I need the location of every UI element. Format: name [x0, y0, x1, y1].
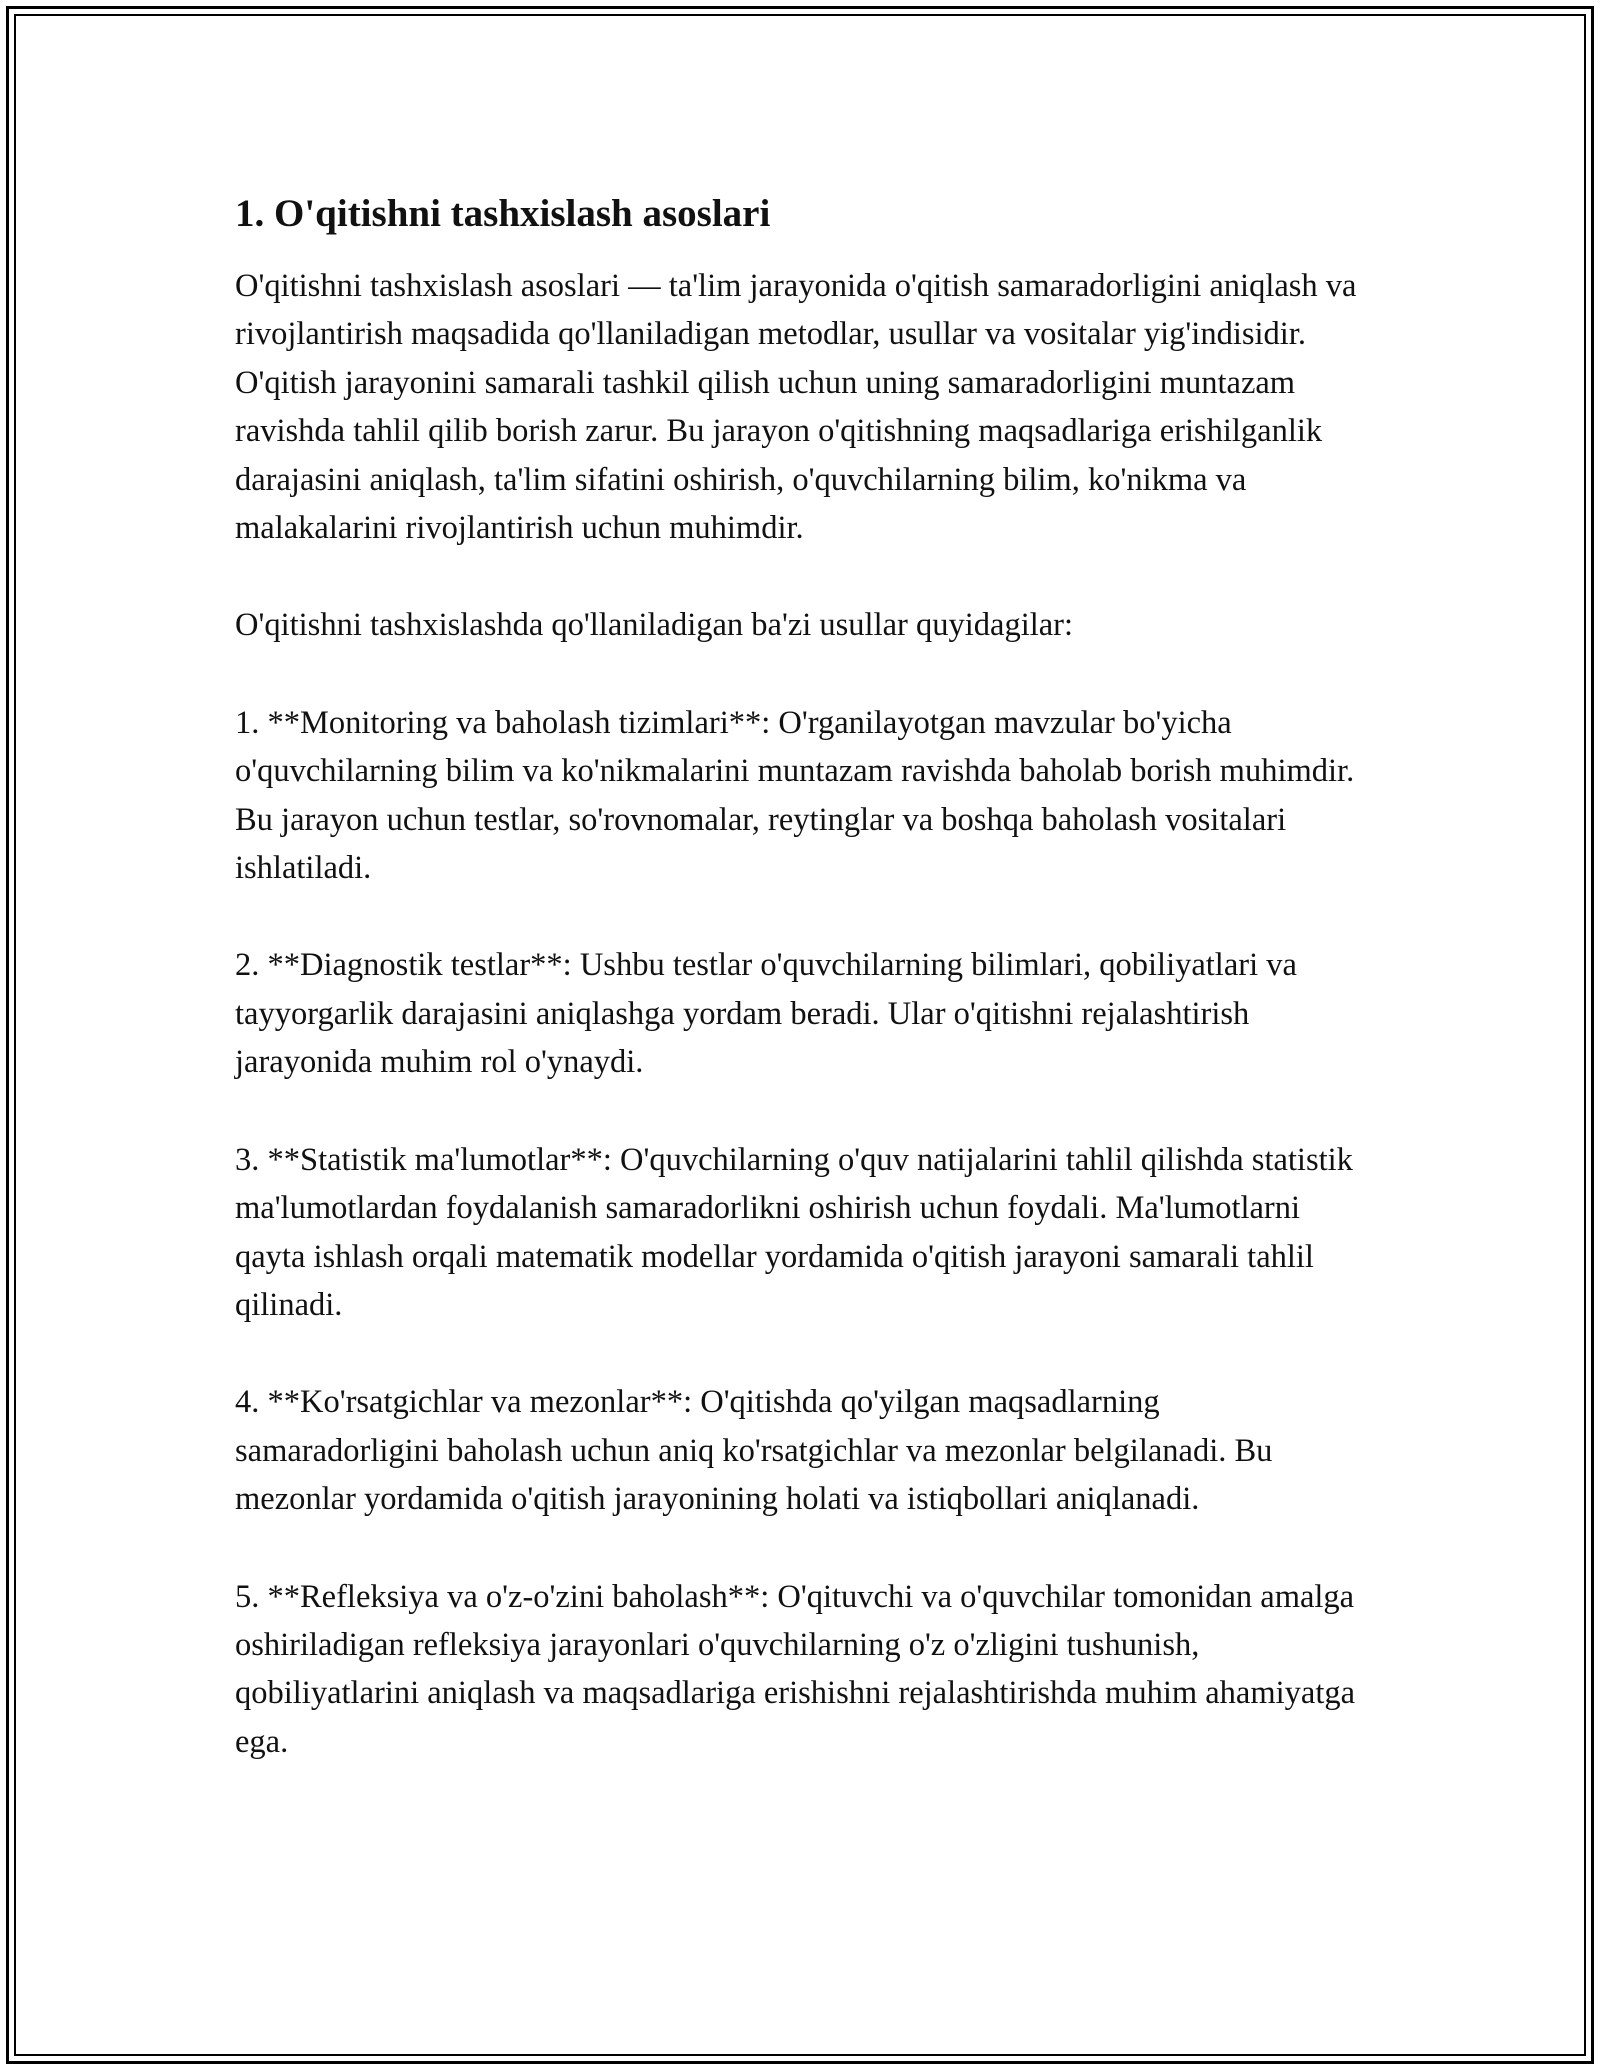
list-item-indicators: 4. **Ko'rsatgichlar va mezonlar**: O'qitishda qo'yilgan maqsadlarning samaradorligini baholash uchun aniq ko'rsatgichlar va mezonlar belgilanadi. Bu mezonlar yordamida o'qitish jarayonining holati va istiqbollari aniqlanadi. [235, 1384, 1273, 1518]
methods-lead-paragraph: O'qitishni tashxislashda qo'llaniladigan ba'zi usullar quyidagilar: [235, 607, 1074, 644]
section-heading: 1. O'qitishni tashxislash asoslari [235, 192, 771, 235]
intro-paragraph: O'qitishni tashxislash asoslari — ta'lim jarayonida o'qitish samaradorligini aniqlash va rivojlantirish maqsadida qo'llaniladigan metodlar, usullar va vositalar yig'indisidir. O'qitish jarayonini samarali tashkil qilish uchun uning samaradorligini muntazam ravishda tahlil qilib borish zarur. Bu jarayon o'qitishning maqsadlariga erishilganlik darajasini aniqlash, ta'lim sifatini oshirish, o'quvchilarning bilim, ko'nikma va malakalarini rivojlantirish uchun muhimdir. [235, 268, 1357, 547]
list-item-diagnostic-tests: 2. **Diagnostik testlar**: Ushbu testlar o'quvchilarning bilimlari, qobiliyatlari va tayyorgarlik darajasini aniqlashga yordam beradi. Ular o'qitishni rejalashtirish jarayonida muhim rol o'ynaydi. [235, 947, 1297, 1081]
list-item-reflection: 5. **Refleksiya va o'z-o'zini baholash**: O'qituvchi va o'quvchilar tomonidan amalga oshiriladigan refleksiya jarayonlari o'quvchilarning o'z o'zligini tushunish, qobiliyatlarini aniqlash va maqsadlariga erishishni rejalashtirishda muhim ahamiyatga ega. [235, 1578, 1356, 1760]
document-body [235, 188, 1365, 1766]
list-item-monitoring: 1. **Monitoring va baholash tizimlari**: O'rganilayotgan mavzular bo'yicha o'quvchilarning bilim va ko'nikmalarini muntazam ravishda baholab borish muhimdir. Bu jarayon uchun testlar, so'rovnomalar, reytinglar va boshqa baholash vositalari ishlatiladi. [235, 704, 1355, 887]
list-item-statistics: 3. **Statistik ma'lumotlar**: O'quvchilarning o'quv natijalarini tahlil qilishda statistik ma'lumotlardan foydalanish samaradorlikni oshirish uchun foydali. Ma'lumotlarni qayta ishlash orqali matematik modellar yordamida o'qitish jarayoni samarali tahlil qilinadi. [235, 1141, 1353, 1323]
